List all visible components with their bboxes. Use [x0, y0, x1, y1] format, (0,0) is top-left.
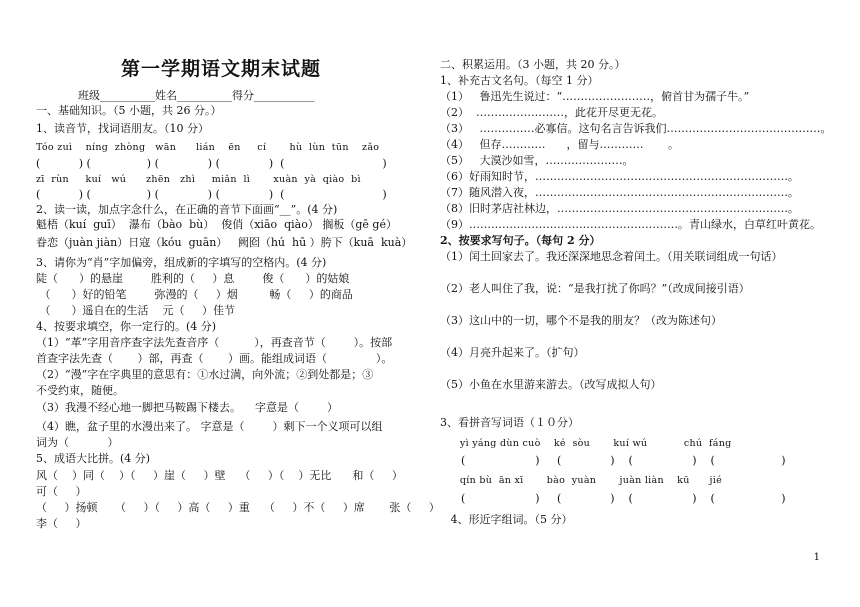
idiom-row-2: （ ）扬顿 （ ）（ ）高（ ）重 （ ）不（ ）席 张（ ） [36, 501, 440, 514]
pinyin-row-2: zī rùn kuí wú zhēn zhì miǎn lì xuàn yà qiào bì [36, 174, 361, 185]
quote-5: （5） 大漠沙如雪，…………………。 [440, 154, 634, 167]
quote-1: （1） 鲁迅先生说过：“……………………，俯首甘为孺子牛。” [440, 90, 750, 103]
question-1-2: 2、读一读，加点字念什么，在正确的音节下面画“__”。(4 分) [36, 203, 338, 216]
radical-row-3: （ ）遥自在的生活 元（ ）佳节 [36, 304, 235, 317]
dictionary-line-1: （1）“革”字用音序查字法先查音序（ ），再查音节（ ）。按部 [36, 336, 393, 349]
dictionary-line-2: 首查字法先查（ ）部，再查（ ）画。能组成词语（ ）。 [36, 352, 393, 365]
radical-row-2: （ ）好的铅笔 弥漫的（ ）烟 畅（ ）的商品 [36, 288, 353, 301]
sentence-task-4: （4）月亮升起来了。（扩句） [440, 346, 585, 359]
dictionary-line-7: 词为（ ） [36, 436, 119, 449]
pinyin-word-row-1: yì yáng dùn cuò ké sòu kuí wú chú fáng [440, 438, 732, 449]
dictionary-line-3: （2）“漫”字在字典里的意思有：①水过满，向外流；②到处都是；③ [36, 368, 374, 381]
pronunciation-row-2: 眷恋（juàn jiàn）日寇（kóu guān） 阙囵（hú hū ）胯下（kuā kuà） [36, 236, 413, 249]
quote-2: （2） ……………………，此花开尽更无花。 [440, 106, 663, 119]
page-title: 第一学期语文期末试题 [121, 58, 322, 80]
quote-9: （9）…………………………………………………。青山绿水，白草红叶黄花。 [440, 218, 821, 231]
dictionary-line-6: （4）瞧，盆子里的水漫出来了。 字意是（ ）剩下一个义项可以组 [36, 420, 383, 433]
pinyin-row-1: Tóo zuì níng zhòng wān lián ēn cí hù lùn tūn zǎo [36, 142, 380, 153]
pronunciation-row-1: 魁梧（kuí guī） 瀑布（bào bù） 俊俏（xiāo qiào） 搁板（gē gé） [36, 218, 397, 231]
question-1-1: 1、读音节，找词语朋友。（10 分） [36, 122, 209, 135]
section-one-heading: 一、基础知识。（5 小题，共 26 分。） [36, 104, 222, 117]
question-1-5: 5、成语大比拼。(4 分) [36, 452, 151, 465]
quote-3: （3） ……………必寡信。这句名言告诉我们……………………………………。 [440, 122, 832, 135]
quote-7: （7）随风潜入夜，……………………………………………………………。 [440, 186, 799, 199]
page-number: 1 [813, 552, 820, 563]
word-blank-row-1: ( ) ( ) ( ) ( ) [440, 454, 786, 467]
question-2-2: 2、按要求写句子。（每句 2 分） [440, 234, 601, 247]
idiom-row-1-cont: 可（ ） [36, 485, 87, 498]
dictionary-line-4: 不受约束，随便。 [36, 384, 124, 397]
pinyin-word-row-2: qín bù ān xī bào yuàn juàn liàn kū jié [440, 475, 723, 486]
sentence-task-5: （5）小鱼在水里游来游去。（改写成拟人句） [440, 378, 662, 391]
section-two-heading: 二、积累运用。（3 小题，共 20 分。） [440, 58, 626, 71]
student-info-line: 班级__________姓名__________得分___________ [78, 89, 315, 102]
answer-blank-row-1: ( ) ( ) ( ) ( ) ( ) [36, 157, 387, 170]
word-blank-row-2: ( ) ( ) ( ) ( ) [440, 492, 786, 505]
radical-row-1: 陡（ ）的悬崖 胜利的（ ）息 俊（ ）的姑娘 [36, 272, 350, 285]
quote-8: （8）旧时茅店社林边，………………………………………………………。 [440, 202, 799, 215]
question-2-4: 4、形近字组词。（5 分） [440, 513, 573, 526]
dictionary-line-5: （3）我漫不经心地一脚把马鞍踢下楼去。 字意是（ ） [36, 401, 338, 414]
question-2-1: 1、补充古文名句。（每空 1 分） [440, 74, 599, 87]
answer-blank-row-2: ( ) ( ) ( ) ( ) ( ) [36, 188, 387, 201]
sentence-task-3: （3）这山中的一切，哪个不是我的朋友？（改为陈述句） [440, 314, 722, 327]
question-2-3: 3、看拼音写词语（１０分） [440, 416, 579, 429]
idiom-row-1: 风（ ）同（ ）（ ）崖（ ）壁 （ ）（ ）无比 和（ ） [36, 469, 403, 482]
sentence-task-1: （1）闰土回家去了。我还深深地思念着闰土。（用关联词组成一句话） [440, 250, 783, 263]
quote-4: （4） 但存………… ，留与………… 。 [440, 138, 679, 151]
sentence-task-2: （2）老人叫住了我，说：“是我打扰了你吗？”（改成间接引语） [440, 282, 750, 295]
idiom-row-2-cont: 李（ ） [36, 517, 87, 530]
quote-6: （6）好雨知时节，……………………………………………………………。 [440, 170, 799, 183]
question-1-3: 3、请你为“肖”字加偏旁，组成新的字填写的空格内。(4 分) [36, 256, 327, 269]
question-1-4: 4、按要求填空，你一定行的。(4 分) [36, 320, 217, 333]
